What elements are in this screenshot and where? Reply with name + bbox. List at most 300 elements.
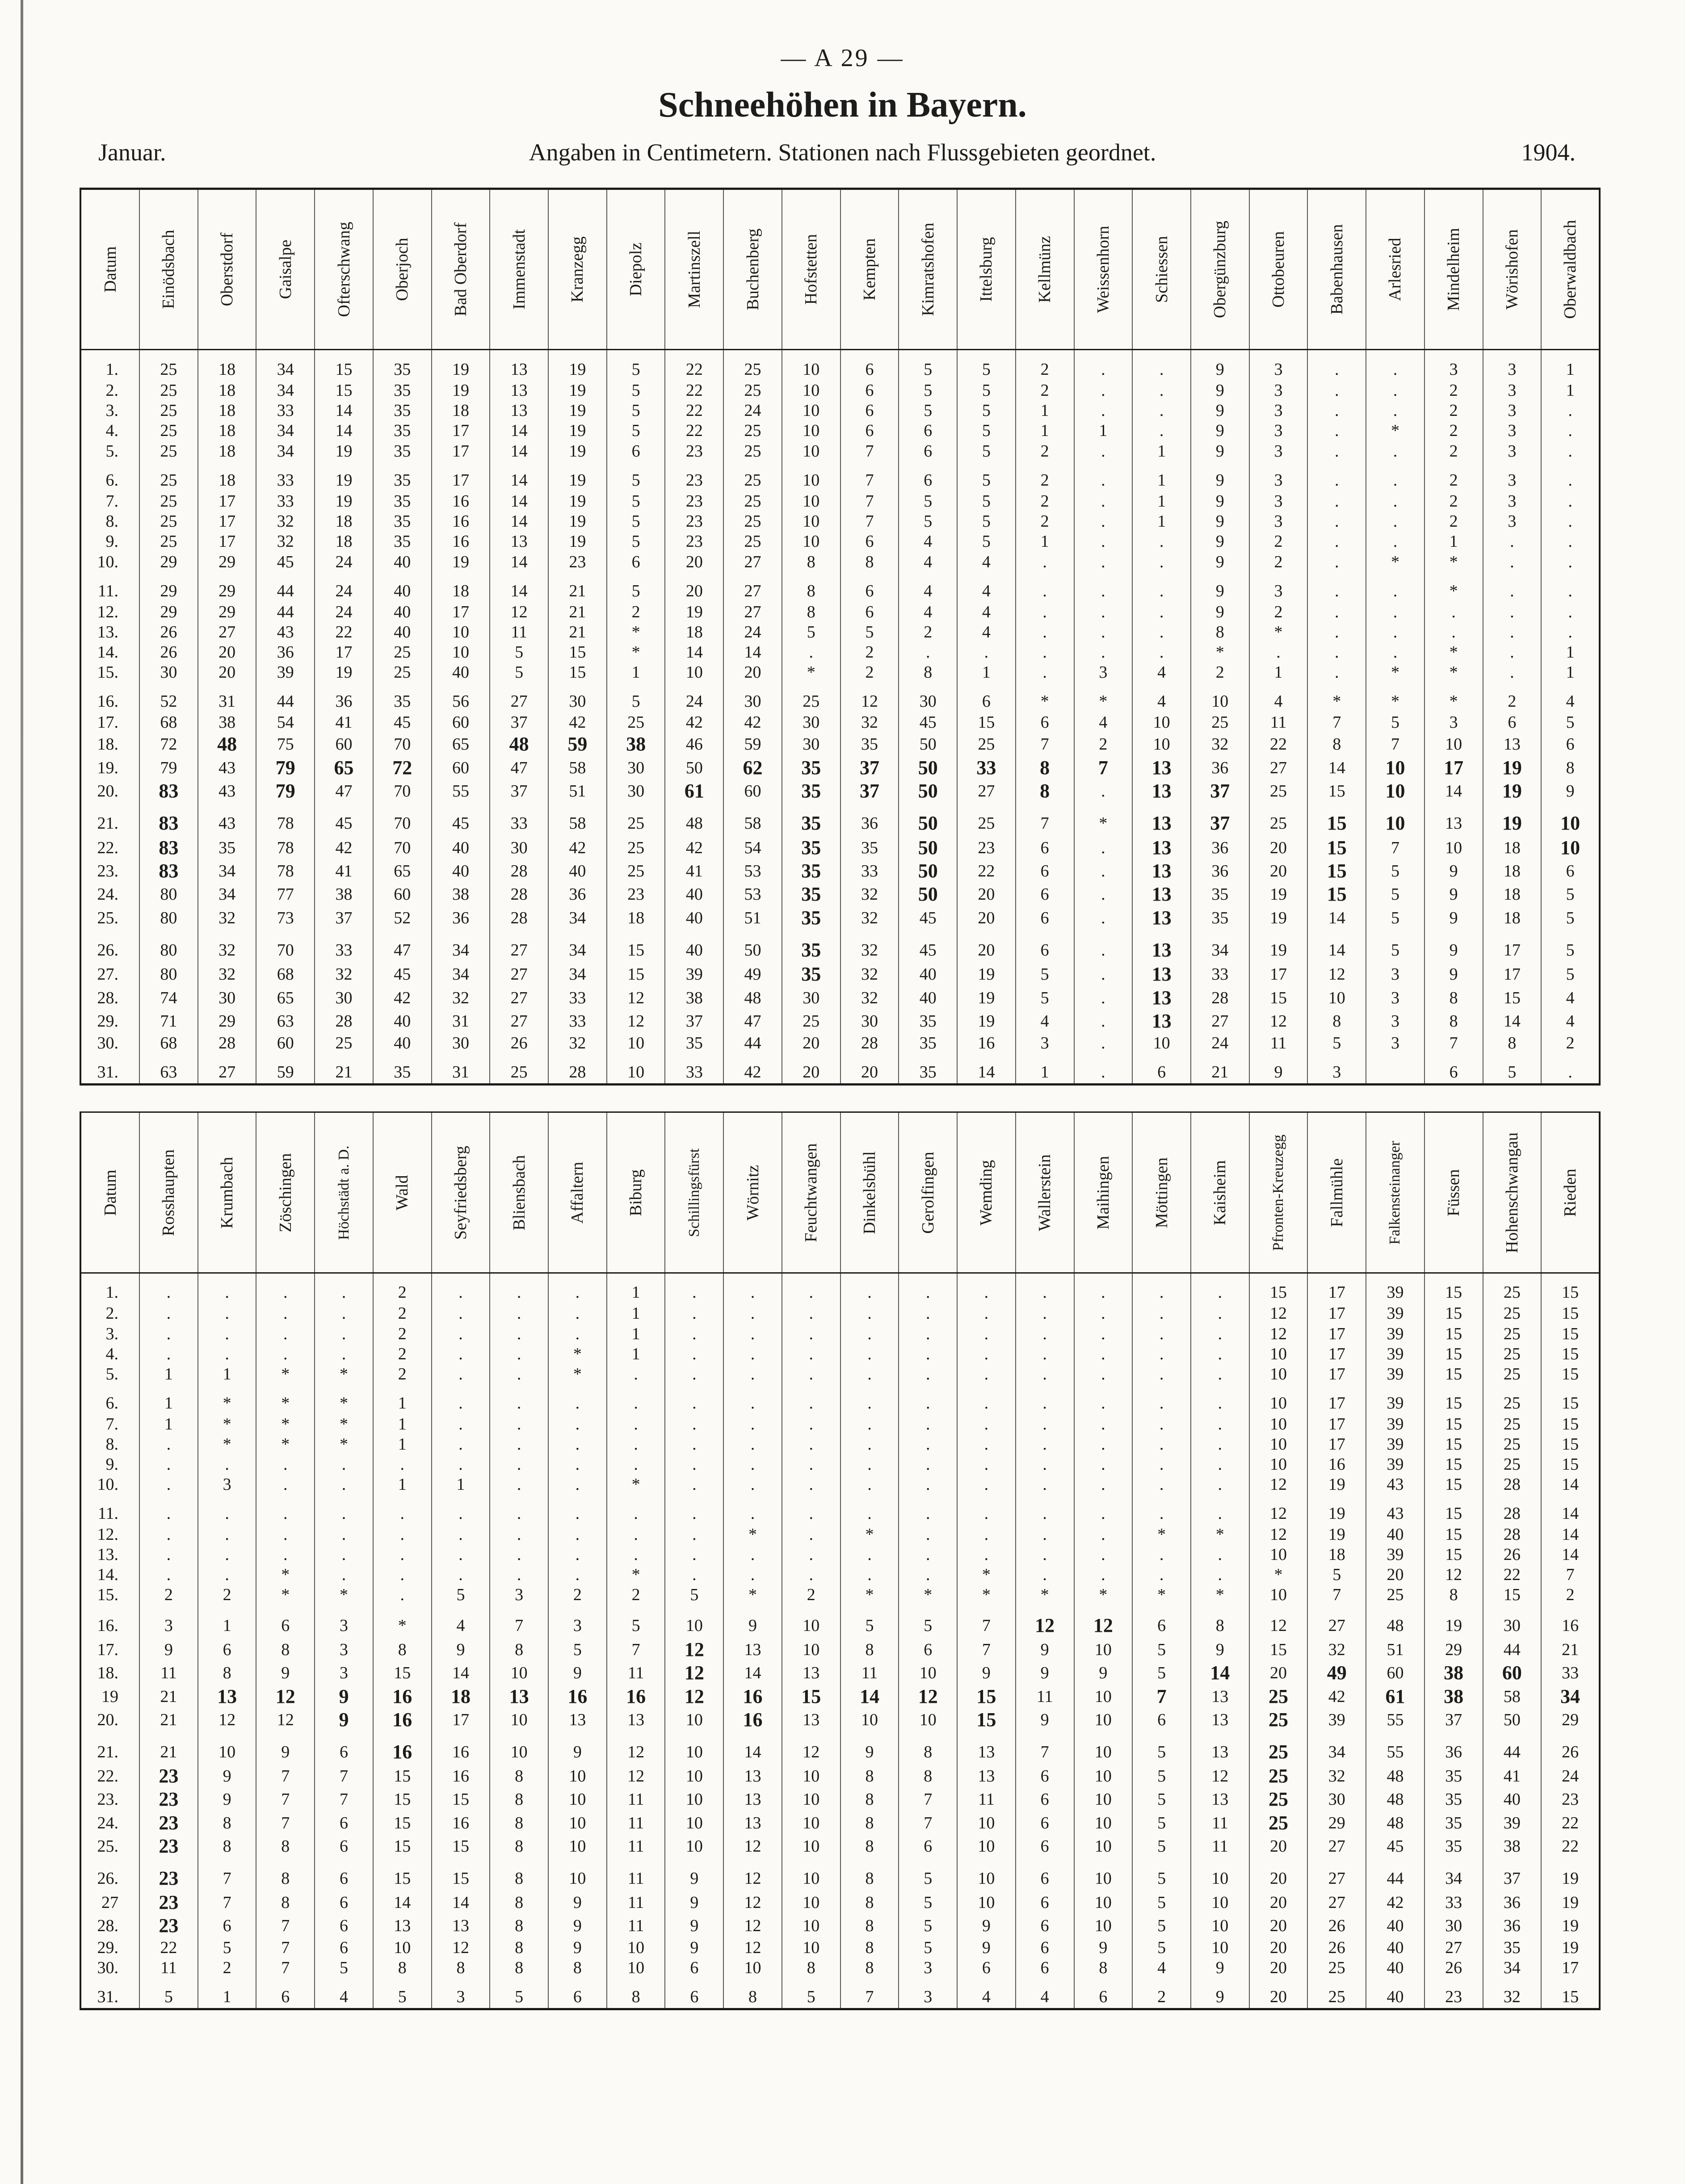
snow-depth-cell: 5 bbox=[665, 1585, 723, 1605]
date-cell: 23. bbox=[97, 1790, 118, 1809]
snow-depth-cell: 32 bbox=[840, 930, 899, 963]
snow-depth-cell: . bbox=[607, 1364, 665, 1384]
snow-depth-cell: 8 bbox=[782, 572, 840, 602]
snow-depth-cell: . bbox=[1016, 1454, 1074, 1474]
snow-depth-cell: 2 bbox=[1016, 461, 1074, 491]
snow-depth-cell: 18 bbox=[198, 400, 256, 420]
snow-depth-cell: 17 bbox=[1541, 1958, 1600, 1978]
snow-depth-cell: 7 bbox=[256, 1811, 315, 1834]
snow-depth-cell: 25 bbox=[490, 1053, 548, 1085]
snow-depth-cell: . bbox=[607, 1524, 665, 1544]
snow-depth-cell: . bbox=[1191, 1565, 1249, 1585]
snow-depth-cell: 17 bbox=[432, 421, 490, 441]
snow-depth-cell: 17 bbox=[1307, 1384, 1366, 1414]
snow-depth-cell: 8 bbox=[1541, 756, 1600, 780]
snow-depth-cell: 68 bbox=[139, 713, 198, 733]
date-cell: 8. bbox=[105, 511, 118, 531]
snow-depth-cell: . bbox=[782, 1414, 840, 1434]
snow-depth-cell: 10 bbox=[490, 1731, 548, 1765]
snow-depth-cell: 10 bbox=[1249, 1414, 1308, 1434]
date-cell: 31. bbox=[97, 1063, 118, 1082]
date-cell: 29. bbox=[97, 1938, 118, 1957]
snow-depth-cell: 25 bbox=[723, 380, 782, 400]
subtitle: Angaben in Centimetern. Stationen nach Flussgebieten geordnet. bbox=[529, 139, 1156, 166]
snow-depth-cell: 27 bbox=[957, 780, 1016, 803]
snow-depth-cell: 40 bbox=[1366, 1937, 1424, 1958]
snow-depth-cell: 24 bbox=[723, 400, 782, 420]
snow-depth-cell: 33 bbox=[490, 803, 548, 836]
snow-depth-cell: 15 bbox=[1249, 986, 1308, 1009]
snow-depth-cell: 40 bbox=[432, 836, 490, 859]
snow-depth-cell: 27 bbox=[198, 1053, 256, 1085]
station-header bbox=[1249, 1112, 1308, 1273]
snow-depth-cell: 10 bbox=[957, 1858, 1016, 1891]
station-name: Arlesried bbox=[1386, 238, 1405, 301]
snow-depth-cell: 10 bbox=[548, 1788, 607, 1811]
snow-depth-cell: 6 bbox=[899, 1638, 957, 1661]
snow-depth-cell: 38 bbox=[665, 986, 723, 1009]
snow-depth-cell: . bbox=[607, 1495, 665, 1525]
snow-depth-cell: 6 bbox=[256, 1605, 315, 1638]
snow-depth-cell: . bbox=[1016, 1434, 1074, 1454]
date-cell: 8. bbox=[105, 1434, 118, 1454]
snow-depth-cell: 27 bbox=[1191, 1010, 1249, 1033]
snow-depth-cell: 15 bbox=[1541, 1324, 1600, 1344]
snow-depth-cell: 20 bbox=[782, 1033, 840, 1053]
snow-depth-cell: . bbox=[607, 1434, 665, 1454]
snow-depth-cell: . bbox=[1016, 1475, 1074, 1495]
snow-depth-cell: 34 bbox=[548, 930, 607, 963]
snow-depth-cell: 1 bbox=[139, 1364, 198, 1384]
snow-depth-cell: 25 bbox=[1483, 1344, 1542, 1364]
snow-depth-cell: 15 bbox=[1541, 1978, 1600, 2009]
snow-depth-cell: 10 bbox=[1074, 1765, 1133, 1788]
snow-depth-cell: 7 bbox=[1541, 1565, 1600, 1585]
snow-depth-cell: 6 bbox=[840, 572, 899, 602]
snow-depth-cell: 34 bbox=[256, 350, 315, 381]
table-header-row bbox=[80, 189, 1600, 350]
snow-depth-cell: . bbox=[1016, 1324, 1074, 1344]
snow-depth-cell: 34 bbox=[548, 963, 607, 986]
snow-depth-cell: . bbox=[665, 1273, 723, 1304]
snow-depth-cell: 19 bbox=[315, 662, 373, 683]
snow-depth-cell: 39 bbox=[1366, 1545, 1424, 1565]
snow-depth-cell: 83 bbox=[139, 803, 198, 836]
snow-depth-cell: 28 bbox=[490, 906, 548, 930]
snow-depth-cell: 13 bbox=[490, 350, 548, 381]
snow-depth-cell: 8 bbox=[256, 1638, 315, 1661]
snow-depth-cell: 23 bbox=[139, 1835, 198, 1858]
snow-depth-cell: . bbox=[1132, 1414, 1191, 1434]
snow-depth-cell: 25 bbox=[1249, 1788, 1308, 1811]
snow-depth-cell: . bbox=[1074, 461, 1133, 491]
snow-depth-cell: 2 bbox=[373, 1273, 432, 1304]
snow-depth-cell: 9 bbox=[139, 1638, 198, 1661]
snow-depth-cell: . bbox=[1541, 461, 1600, 491]
snow-depth-cell: 15 bbox=[315, 380, 373, 400]
snow-depth-cell: . bbox=[1016, 622, 1074, 642]
snow-depth-cell: 5 bbox=[607, 532, 665, 552]
snow-depth-cell: 39 bbox=[1366, 1364, 1424, 1384]
snow-depth-cell: 23 bbox=[139, 1914, 198, 1937]
snow-depth-cell: 13 bbox=[198, 1685, 256, 1708]
snow-depth-cell: 10 bbox=[665, 1788, 723, 1811]
snow-depth-cell: 52 bbox=[373, 906, 432, 930]
snow-depth-cell: 41 bbox=[315, 713, 373, 733]
snow-depth-cell: 21 bbox=[315, 1053, 373, 1085]
snow-depth-cell: * bbox=[1366, 421, 1424, 441]
snow-depth-cell: 1 bbox=[139, 1384, 198, 1414]
snow-depth-cell: 11 bbox=[957, 1788, 1016, 1811]
snow-depth-cell: 13 bbox=[723, 1811, 782, 1834]
snow-depth-cell: 48 bbox=[1366, 1765, 1424, 1788]
snow-depth-cell: . bbox=[1191, 1384, 1249, 1414]
snow-depth-cell: 37 bbox=[1191, 780, 1249, 803]
snow-depth-cell: 20 bbox=[957, 930, 1016, 963]
snow-depth-cell: . bbox=[957, 1545, 1016, 1565]
snow-depth-cell: 13 bbox=[1132, 859, 1191, 883]
date-cell: 5. bbox=[105, 1364, 118, 1383]
snow-depth-cell: 35 bbox=[840, 733, 899, 756]
snow-depth-cell: 80 bbox=[139, 963, 198, 986]
snow-depth-cell: . bbox=[1132, 532, 1191, 552]
snow-depth-cell: * bbox=[1132, 1524, 1191, 1544]
snow-depth-cell: 38 bbox=[607, 733, 665, 756]
table-row bbox=[80, 572, 1600, 602]
snow-depth-cell: 23 bbox=[957, 836, 1016, 859]
snow-depth-cell: . bbox=[1483, 622, 1542, 642]
snow-depth-cell: 5 bbox=[1366, 906, 1424, 930]
snow-depth-cell: 12 bbox=[1191, 1765, 1249, 1788]
snow-depth-cell: . bbox=[315, 1304, 373, 1324]
snow-depth-cell: 25 bbox=[1483, 1414, 1542, 1434]
snow-depth-cell: 50 bbox=[899, 883, 957, 906]
snow-depth-cell: 70 bbox=[373, 836, 432, 859]
snow-depth-cell: 9 bbox=[1424, 883, 1483, 906]
snow-depth-cell: 32 bbox=[1307, 1638, 1366, 1661]
snow-depth-cell: 30 bbox=[782, 986, 840, 1009]
table-row bbox=[80, 1685, 1600, 1708]
snow-depth-cell: 21 bbox=[139, 1685, 198, 1708]
snow-depth-cell: 68 bbox=[139, 1033, 198, 1053]
snow-depth-cell: 19 bbox=[432, 380, 490, 400]
snow-depth-cell: 38 bbox=[432, 883, 490, 906]
snow-depth-cell: 45 bbox=[315, 803, 373, 836]
snow-depth-cell: 11 bbox=[139, 1958, 198, 1978]
snow-depth-cell: 18 bbox=[665, 622, 723, 642]
snow-depth-cell: 10 bbox=[782, 380, 840, 400]
snow-depth-cell: . bbox=[315, 1475, 373, 1495]
snow-depth-cell: . bbox=[490, 1273, 548, 1304]
date-cell: 22. bbox=[97, 1766, 118, 1786]
snow-depth-cell: 23 bbox=[139, 1788, 198, 1811]
snow-depth-cell: 24 bbox=[315, 602, 373, 622]
snow-depth-cell: 13 bbox=[1483, 733, 1542, 756]
snow-depth-cell: . bbox=[1541, 491, 1600, 511]
snow-depth-cell: . bbox=[548, 1434, 607, 1454]
snow-depth-cell: 4 bbox=[432, 1605, 490, 1638]
station-header bbox=[899, 189, 957, 350]
date-cell: 1. bbox=[105, 1283, 118, 1302]
snow-depth-cell: 54 bbox=[256, 713, 315, 733]
station-name: Obergünzburg bbox=[1210, 220, 1230, 319]
snow-depth-cell: * bbox=[607, 1475, 665, 1495]
snow-depth-cell: 8 bbox=[490, 1788, 548, 1811]
snow-depth-cell: 52 bbox=[139, 683, 198, 713]
snow-depth-cell: 12 bbox=[1249, 1524, 1308, 1544]
snow-depth-cell: 22 bbox=[1541, 1811, 1600, 1834]
station-header bbox=[1016, 1112, 1074, 1273]
snow-depth-cell: * bbox=[198, 1414, 256, 1434]
snow-depth-cell: 5 bbox=[899, 1891, 957, 1914]
snow-depth-cell: 9 bbox=[198, 1788, 256, 1811]
snow-depth-cell: . bbox=[1366, 461, 1424, 491]
snow-depth-cell: 4 bbox=[957, 1978, 1016, 2009]
snow-depth-cell: . bbox=[198, 1273, 256, 1304]
snow-depth-cell: 45 bbox=[899, 713, 957, 733]
snow-depth-cell: . bbox=[373, 1454, 432, 1474]
snow-depth-cell: . bbox=[1307, 380, 1366, 400]
snow-depth-cell: 5 bbox=[1541, 963, 1600, 986]
snow-depth-cell: . bbox=[1074, 642, 1133, 662]
snow-depth-cell: 2 bbox=[1016, 380, 1074, 400]
date-cell: 30. bbox=[97, 1958, 118, 1978]
station-header bbox=[840, 189, 899, 350]
snow-depth-cell: * bbox=[1424, 683, 1483, 713]
snow-depth-cell: 19 bbox=[548, 491, 607, 511]
snow-depth-cell: . bbox=[1541, 552, 1600, 572]
snow-depth-cell: 9 bbox=[665, 1914, 723, 1937]
snow-depth-cell: 26 bbox=[139, 622, 198, 642]
snow-depth-cell: 10 bbox=[1132, 733, 1191, 756]
date-cell: 12. bbox=[97, 1525, 118, 1544]
snow-depth-cell: 6 bbox=[1016, 906, 1074, 930]
snow-depth-cell: 5 bbox=[607, 511, 665, 531]
snow-depth-cell: . bbox=[899, 1565, 957, 1585]
snow-depth-cell: 19 bbox=[957, 1010, 1016, 1033]
snow-depth-cell: . bbox=[782, 1495, 840, 1525]
snow-depth-cell: 42 bbox=[665, 713, 723, 733]
snow-depth-cell: 60 bbox=[256, 1033, 315, 1053]
snow-depth-cell: 7 bbox=[256, 1788, 315, 1811]
station-name: Einödsbach bbox=[159, 230, 178, 309]
snow-depth-cell: 2 bbox=[607, 1585, 665, 1605]
snow-depth-cell: 32 bbox=[256, 532, 315, 552]
snow-depth-cell: 7 bbox=[1016, 803, 1074, 836]
snow-depth-cell: 34 bbox=[1541, 1685, 1600, 1708]
station-header bbox=[1016, 189, 1074, 350]
snow-depth-cell: 13 bbox=[1132, 803, 1191, 836]
snow-depth-cell: 5 bbox=[607, 461, 665, 491]
snow-depth-cell: 35 bbox=[782, 780, 840, 803]
snow-depth-cell: 13 bbox=[1132, 906, 1191, 930]
snow-depth-cell: 10 bbox=[1191, 1858, 1249, 1891]
snow-depth-cell: 9 bbox=[1016, 1661, 1074, 1685]
snow-depth-cell: 10 bbox=[1074, 1685, 1133, 1708]
snow-depth-cell: 15 bbox=[1483, 986, 1542, 1009]
snow-depth-cell: 35 bbox=[373, 511, 432, 531]
snow-depth-cell: * bbox=[607, 1565, 665, 1585]
snow-depth-cell: . bbox=[1424, 602, 1483, 622]
snow-depth-cell: 25 bbox=[1191, 713, 1249, 733]
snow-depth-cell: 9 bbox=[665, 1937, 723, 1958]
snow-depth-cell: 10 bbox=[899, 1661, 957, 1685]
snow-depth-cell: 24 bbox=[1541, 1765, 1600, 1788]
snow-depth-cell: 40 bbox=[899, 963, 957, 986]
snow-depth-cell: 2 bbox=[1132, 1978, 1191, 2009]
snow-depth-cell: 6 bbox=[899, 461, 957, 491]
snow-depth-cell: . bbox=[198, 1565, 256, 1585]
snow-depth-cell: . bbox=[1249, 642, 1308, 662]
snow-depth-cell: 19 bbox=[957, 963, 1016, 986]
snow-depth-cell: 1 bbox=[373, 1384, 432, 1414]
station-name: Gaisalpe bbox=[276, 239, 295, 299]
station-name: Fallmühle bbox=[1327, 1158, 1346, 1227]
snow-depth-cell: 1 bbox=[1132, 441, 1191, 461]
table-row bbox=[80, 511, 1600, 531]
snow-depth-cell: 17 bbox=[198, 532, 256, 552]
table-row bbox=[80, 1937, 1600, 1958]
snow-depth-cell: 27 bbox=[1307, 1605, 1366, 1638]
snow-depth-cell: . bbox=[315, 1524, 373, 1544]
snow-depth-cell: 45 bbox=[373, 713, 432, 733]
snow-depth-cell: 35 bbox=[665, 1033, 723, 1053]
snow-depth-cell: 31 bbox=[198, 683, 256, 713]
snow-depth-cell: . bbox=[1307, 602, 1366, 622]
snow-depth-cell: 21 bbox=[139, 1708, 198, 1731]
snow-depth-cell: 15 bbox=[432, 1835, 490, 1858]
snow-depth-cell: . bbox=[1132, 1565, 1191, 1585]
snow-depth-cell: 48 bbox=[665, 803, 723, 836]
snow-depth-cell: . bbox=[782, 1364, 840, 1384]
table-row bbox=[80, 1414, 1600, 1434]
snow-depth-cell: 37 bbox=[840, 756, 899, 780]
year-label: 1904. bbox=[1521, 139, 1576, 166]
snow-depth-cell: . bbox=[1541, 400, 1600, 420]
date-cell: 22. bbox=[97, 838, 118, 857]
snow-depth-cell: 10 bbox=[1191, 683, 1249, 713]
snow-depth-cell: 10 bbox=[782, 1891, 840, 1914]
snow-depth-cell: 16 bbox=[957, 1033, 1016, 1053]
snow-depth-cell: . bbox=[139, 1273, 198, 1304]
snow-depth-cell: 15 bbox=[1249, 1273, 1308, 1304]
snow-depth-cell: 14 bbox=[1541, 1495, 1600, 1525]
snow-depth-cell: 5 bbox=[957, 532, 1016, 552]
snow-depth-cell: . bbox=[1132, 1273, 1191, 1304]
snow-depth-cell: 9 bbox=[1074, 1661, 1133, 1685]
snow-depth-cell: 6 bbox=[256, 1978, 315, 2009]
snow-depth-cell: 3 bbox=[1483, 350, 1542, 381]
station-name: Kranzegg bbox=[568, 236, 587, 302]
snow-depth-cell: . bbox=[432, 1414, 490, 1434]
snow-depth-cell: 58 bbox=[548, 756, 607, 780]
station-name: Hohenschwangau bbox=[1502, 1132, 1521, 1253]
snow-depth-cell: . bbox=[840, 1545, 899, 1565]
snow-depth-cell: 72 bbox=[139, 733, 198, 756]
snow-depth-cell: 5 bbox=[1132, 1661, 1191, 1685]
snow-depth-cell: 29 bbox=[198, 602, 256, 622]
snow-depth-cell: 20 bbox=[1249, 1978, 1308, 2009]
snow-depth-cell: 17 bbox=[1483, 963, 1542, 986]
station-name: Schiessen bbox=[1152, 236, 1171, 303]
snow-depth-cell: 39 bbox=[1366, 1344, 1424, 1364]
snow-depth-cell: 37 bbox=[490, 713, 548, 733]
table-row bbox=[80, 1545, 1600, 1565]
table-row bbox=[80, 930, 1600, 963]
snow-depth-cell: * bbox=[1424, 572, 1483, 602]
snow-depth-cell: 1 bbox=[1016, 532, 1074, 552]
snow-depth-cell: 35 bbox=[840, 836, 899, 859]
snow-depth-cell: 5 bbox=[840, 1605, 899, 1638]
snow-depth-cell: 15 bbox=[1541, 1304, 1600, 1324]
snow-depth-cell: 14 bbox=[665, 642, 723, 662]
snow-depth-cell: . bbox=[1016, 1495, 1074, 1525]
snow-depth-cell: 12 bbox=[607, 1731, 665, 1765]
snow-depth-cell: 10 bbox=[1191, 1914, 1249, 1937]
snow-depth-cell: . bbox=[1191, 1324, 1249, 1344]
date-cell: 9. bbox=[105, 532, 118, 551]
snow-depth-cell: . bbox=[1541, 532, 1600, 552]
snow-depth-cell: 13 bbox=[1132, 986, 1191, 1009]
snow-depth-cell: . bbox=[1366, 400, 1424, 420]
table-row bbox=[80, 1978, 1600, 2009]
snow-depth-cell: 19 bbox=[548, 441, 607, 461]
snow-depth-cell: 60 bbox=[432, 756, 490, 780]
snow-depth-cell: 26 bbox=[1307, 1914, 1366, 1937]
snow-depth-cell: . bbox=[1366, 532, 1424, 552]
snow-depth-cell: 2 bbox=[198, 1585, 256, 1605]
snow-depth-cell: 6 bbox=[899, 421, 957, 441]
table-row bbox=[80, 883, 1600, 906]
snow-depth-cell: 20 bbox=[782, 1053, 840, 1085]
snow-depth-cell: 25 bbox=[139, 380, 198, 400]
snow-depth-cell: 29 bbox=[198, 552, 256, 572]
snow-depth-cell: 11 bbox=[490, 622, 548, 642]
station-header bbox=[665, 189, 723, 350]
station-name: Diepolz bbox=[626, 242, 646, 297]
table-row bbox=[80, 421, 1600, 441]
snow-depth-cell: 39 bbox=[1366, 1273, 1424, 1304]
station-header bbox=[198, 1112, 256, 1273]
snow-depth-cell: . bbox=[373, 1524, 432, 1544]
snow-depth-cell: 11 bbox=[607, 1788, 665, 1811]
snow-depth-cell: 5 bbox=[607, 491, 665, 511]
date-column-header bbox=[80, 1112, 139, 1273]
snow-depth-cell: 6 bbox=[607, 552, 665, 572]
date-cell: 9. bbox=[105, 1455, 118, 1474]
snow-depth-cell: 18 bbox=[1483, 836, 1542, 859]
snow-depth-cell: 28 bbox=[548, 1053, 607, 1085]
snow-depth-cell: 10 bbox=[665, 1731, 723, 1765]
snow-depth-cell: * bbox=[315, 1585, 373, 1605]
snow-depth-cell: 1 bbox=[1541, 380, 1600, 400]
snow-depth-cell: 60 bbox=[723, 780, 782, 803]
snow-depth-cell: 12 bbox=[1249, 1010, 1308, 1033]
table-header-row bbox=[80, 1112, 1600, 1273]
snow-depth-cell: 53 bbox=[723, 859, 782, 883]
snow-depth-cell: 4 bbox=[1132, 1958, 1191, 1978]
snow-depth-cell: 39 bbox=[1366, 1414, 1424, 1434]
snow-depth-cell: 4 bbox=[1074, 713, 1133, 733]
snow-depth-cell: 15 bbox=[1424, 1414, 1483, 1434]
snow-depth-cell: 39 bbox=[1366, 1384, 1424, 1414]
snow-depth-cell: 21 bbox=[139, 1731, 198, 1765]
snow-depth-cell: 47 bbox=[723, 1010, 782, 1033]
snow-depth-cell: . bbox=[1307, 400, 1366, 420]
table-row bbox=[80, 756, 1600, 780]
snow-depth-cell: 3 bbox=[1483, 461, 1542, 491]
snow-depth-cell: . bbox=[665, 1524, 723, 1544]
